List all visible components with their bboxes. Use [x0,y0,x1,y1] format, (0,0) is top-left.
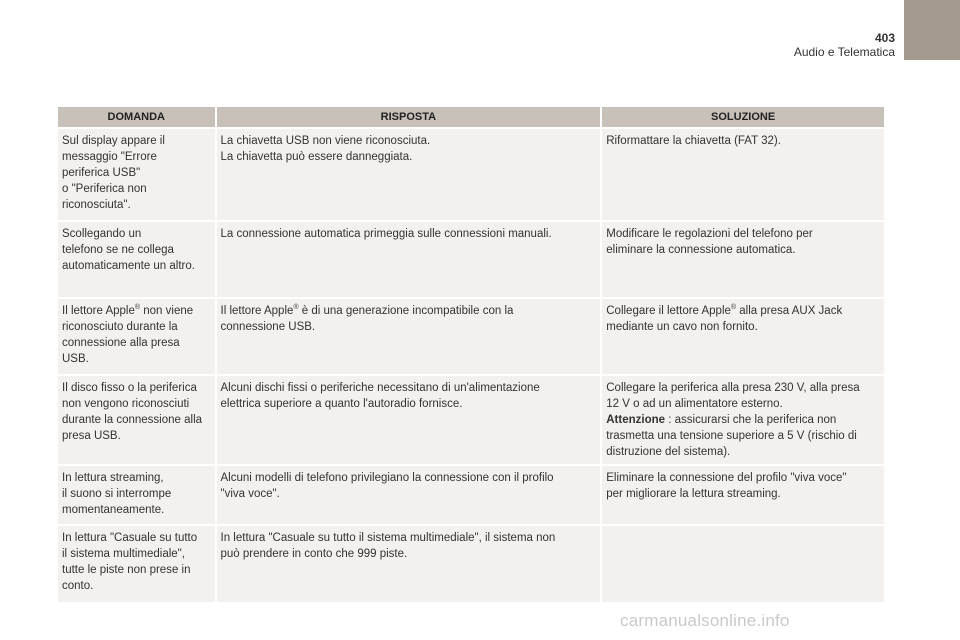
answer-cell [217,222,601,297]
cell-line: connessione USB. [220,321,316,333]
cell-line: mediante un cavo non fornito. [606,321,758,333]
cell-line: Modificare le regolazioni del telefono per [606,228,813,240]
cell-text: Il lettore Apple [220,305,294,317]
cell-line: La chiavetta può essere danneggiata. [220,151,413,163]
solution-cell [602,222,884,297]
table-row [58,526,884,602]
answer-cell [217,129,601,220]
cell-line: Scollegando un [62,228,142,240]
cell-line: tutte le piste non prese in [62,564,191,576]
cell-line: conto. [62,580,94,592]
answer-cell [217,526,601,602]
column-header-solution: SOLUZIONE [602,107,884,127]
question-cell [58,526,215,602]
cell-line: Eliminare la connessione del profilo "viva voce" [606,472,847,484]
answer-cell [217,376,601,464]
cell-line: La chiavetta USB non viene riconosciuta. [220,135,431,147]
cell-line: non vengono riconosciuti [62,398,190,410]
registered-mark: ® [293,304,299,312]
solution-cell-empty [602,526,884,602]
cell-line [606,303,880,319]
page-number: 403 [874,31,895,45]
cell-line: periferica USB" [62,167,141,179]
watermark: carmanualsonline.info [620,611,790,630]
cell-line: trasmetta una tensione superiore a 5 V (rischio di [606,430,857,442]
table-row [58,299,884,374]
registered-mark: ® [134,304,141,312]
cell-line: il suono si interrompe [62,488,172,500]
troubleshooting-table [56,105,886,604]
cell-text: non viene [140,305,194,317]
table-row [58,222,884,297]
cell-line: Alcuni modelli di telefono privilegiano la connessione con il profilo [220,472,554,484]
cell-text: è di una generazione incompatibile con la [298,305,514,317]
cell-line: In lettura "Casuale su tutto [62,532,198,544]
question-cell [58,466,215,524]
cell-text: Il lettore Apple [62,305,135,317]
cell-line [221,303,597,319]
cell-line: il sistema multimediale", [62,548,185,560]
cell-line: messaggio "Errore [62,151,157,163]
solution-cell [602,129,884,220]
column-header-answer: RISPOSTA [217,107,601,127]
cell-line: "viva voce". [220,488,280,500]
solution-cell [602,376,884,464]
table-header-row [58,107,884,127]
question-cell [58,376,215,464]
cell-line: elettrica superiore a quanto l'autoradio fornisce. [220,398,463,410]
table-row [58,129,884,220]
cell-line: Sul display appare il [62,135,165,147]
table-row [58,466,884,524]
cell-line: Alcuni dischi fissi o periferiche necessitano di un'alimentazione [220,382,540,394]
chapter-tab [904,0,960,60]
cell-line: eliminare la connessione automatica. [606,244,796,256]
cell-text: Collegare il lettore Apple [606,305,731,317]
cell-line: connessione alla presa [62,337,180,349]
answer-cell [217,466,601,524]
cell-line: automaticamente un altro. [62,260,195,272]
answer-cell [217,299,601,374]
question-cell [58,299,215,374]
solution-cell [602,299,884,374]
cell-line: presa USB. [62,430,121,442]
cell-line [606,412,880,428]
cell-line: In lettura "Casuale su tutto il sistema multimediale", il sistema non [220,532,556,544]
cell-line: durante la connessione alla [62,414,203,426]
cell-text: : assicurarsi che la periferica non [665,414,837,426]
cell-line: o "Periferica non [62,183,147,195]
cell-line: riconosciuto durante la [62,321,178,333]
cell-line: USB. [62,353,89,365]
cell-line: telefono se ne collega [62,244,174,256]
question-cell [58,222,215,297]
section-title: Audio e Telematica [793,45,895,59]
solution-cell [602,466,884,524]
cell-line: per migliorare la lettura streaming. [606,488,781,500]
cell-text: alla presa AUX Jack [736,305,843,317]
cell-line: Riformattare la chiavetta (FAT 32). [606,135,781,147]
cell-line: 12 V o ad un alimentatore esterno. [606,398,783,410]
column-header-question: DOMANDA [58,107,215,127]
cell-line [62,303,211,319]
registered-mark: ® [730,304,737,312]
cell-line: Collegare la periferica alla presa 230 V, alla presa [606,382,860,394]
cell-line: Il disco fisso o la periferica [62,382,197,394]
cell-line: In lettura streaming, [62,472,164,484]
warning-label: Attenzione [606,414,666,426]
question-cell [58,129,215,220]
cell-line: La connessione automatica primeggia sulle connessioni manuali. [220,228,552,240]
cell-line: può prendere in conto che 999 piste. [220,548,408,560]
table-row [58,376,884,464]
cell-line: momentaneamente. [62,504,165,516]
cell-line: riconosciuta". [62,199,131,211]
cell-line: distruzione del sistema). [606,446,731,458]
